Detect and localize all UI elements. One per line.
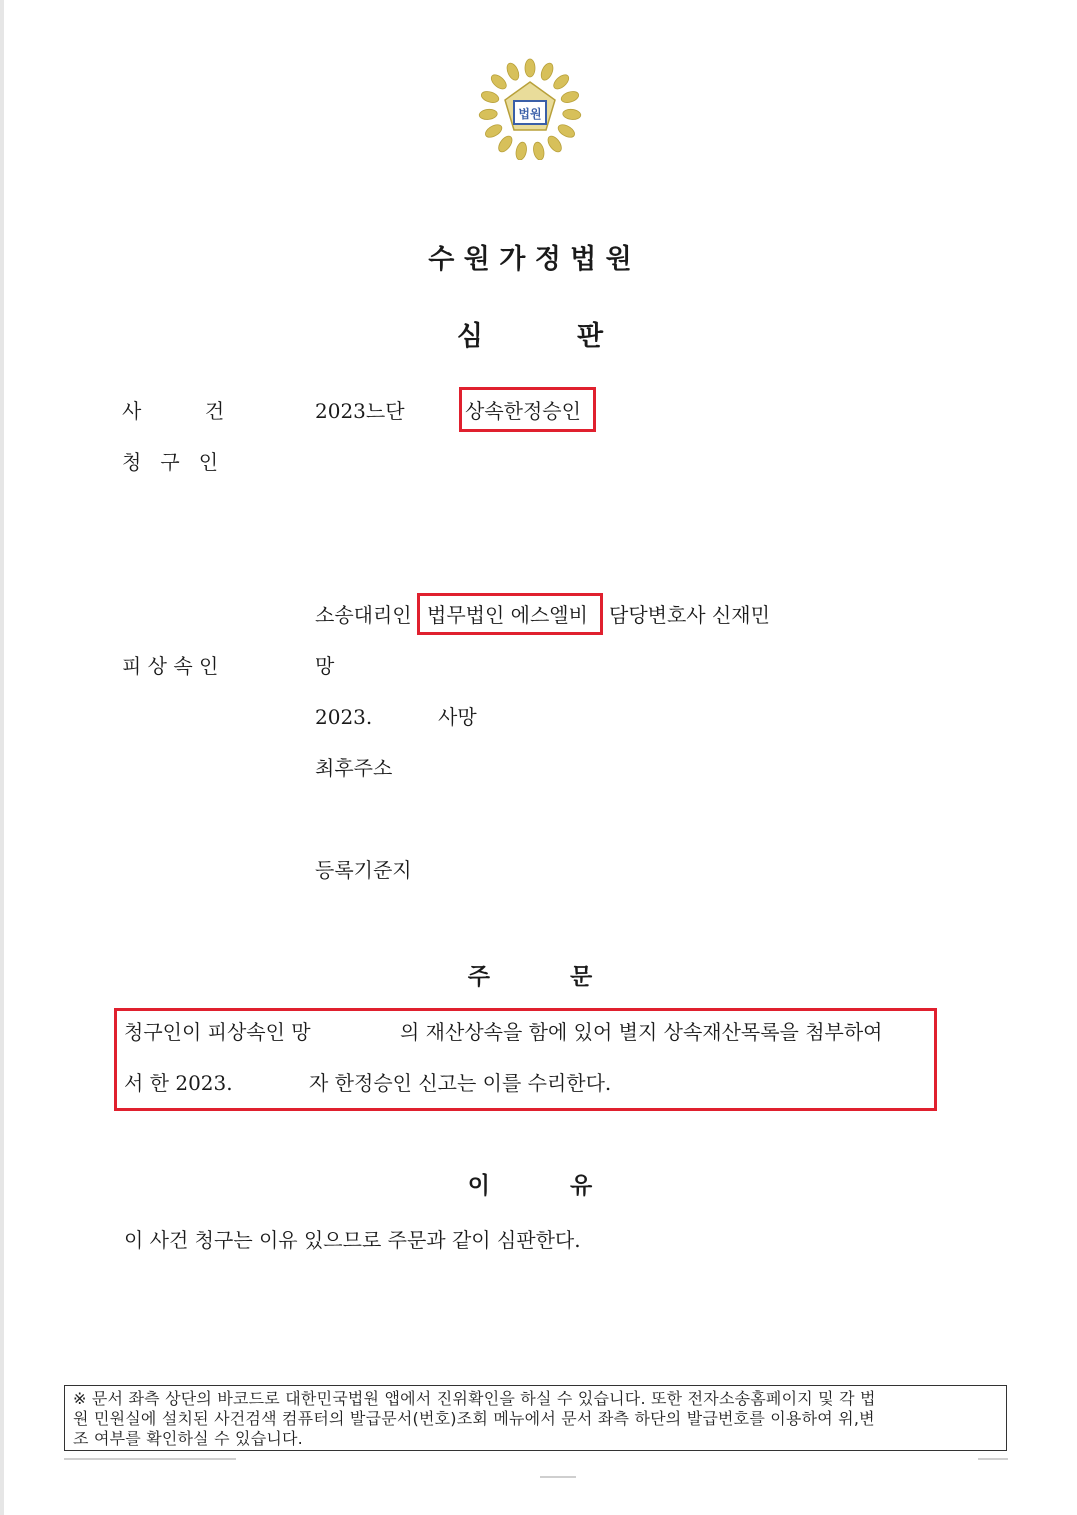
death-word: 사망 [438, 705, 477, 729]
notice-line-3: 조 여부를 확인하실 수 있습니다. [73, 1429, 303, 1448]
registry-label: 등록기준지 [315, 858, 412, 882]
notice-line-2: 원 민원실에 설치된 사건검색 컴퓨터의 발급문서(번호)조회 메뉴에서 문서 좌측 하단의 발급번호를 이용하여 위,변 [73, 1409, 875, 1428]
order-line2-b: 자 한정승인 신고는 이를 수리한다. [309, 1071, 612, 1095]
order-line1-b: 의 재산상속을 함에 있어 별지 상속재산목록을 첨부하여 [400, 1020, 883, 1044]
case-label: 사 건 [122, 399, 225, 423]
seal-text: 법원 [518, 107, 542, 121]
agent-prefix: 소송대리인 [315, 603, 412, 627]
cut-off-footer-left [64, 1458, 236, 1460]
case-number: 2023느단 [315, 399, 405, 423]
decedent-name-prefix: 망 [315, 654, 335, 678]
claimant-label: 청 구 인 [122, 450, 219, 474]
reason-heading: 이 유 [467, 1173, 593, 1199]
court-name: 수 원 가 정 법 원 [428, 244, 632, 275]
reason-text: 이 사건 청구는 이유 있으므로 주문과 같이 심판한다. [124, 1228, 581, 1252]
page-edge [0, 0, 4, 1515]
order-line1-a: 청구인이 피상속인 망 [124, 1020, 311, 1044]
decedent-label: 피 상 속 인 [122, 654, 219, 678]
last-address-label: 최후주소 [315, 756, 393, 780]
document-title: 심 판 [456, 321, 604, 352]
agent-lawyer: 담당변호사 신재민 [609, 603, 770, 627]
notice-line-1: ※ 문서 좌측 상단의 바코드로 대한민국법원 앱에서 진위확인을 하실 수 있습니다. 또한 전자소송홈페이지 및 각 법 [73, 1389, 876, 1408]
cut-off-footer-right [978, 1458, 1008, 1460]
order-heading: 주 문 [467, 964, 593, 990]
verification-notice [64, 1385, 1007, 1451]
case-type: 상속한정승인 [465, 399, 581, 423]
order-line2-a: 서 한 2023. [124, 1071, 233, 1095]
cut-off-footer-center [540, 1476, 576, 1478]
death-date: 2023. [315, 705, 373, 729]
court-seal-logo [478, 58, 582, 160]
agent-firm: 법무법인 에스엘비 [427, 603, 588, 627]
